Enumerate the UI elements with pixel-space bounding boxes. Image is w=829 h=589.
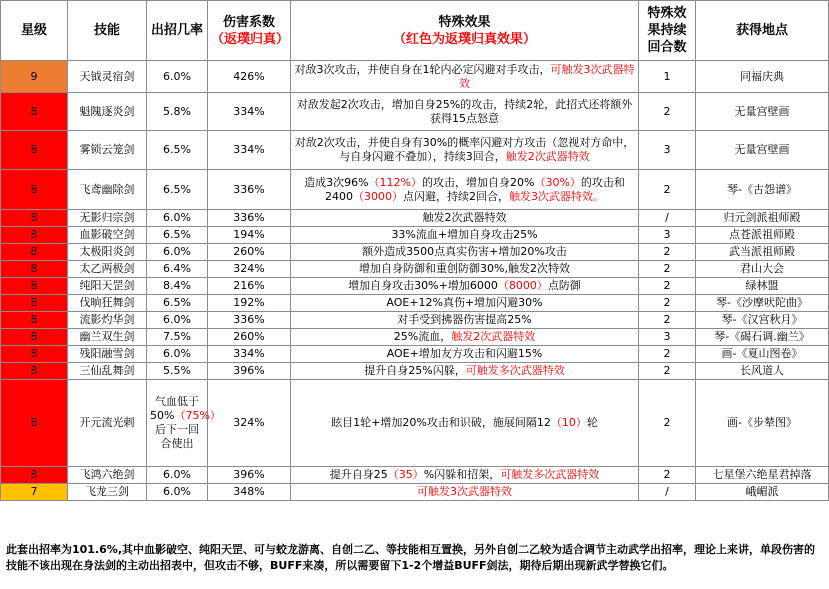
duration-cell: 3 (639, 227, 696, 244)
text-part: 对敌2次攻击，并使自身有30%的概率闪避对方攻击（忽视对方命中，与自身闪避不叠加），持续3回合， (294, 136, 635, 163)
rate-cell: 6.5% (147, 227, 208, 244)
skill-name-cell: 无影归宗剑 (68, 210, 147, 227)
rate-cell: 6.0% (147, 467, 208, 484)
header-star: 星级 (1, 1, 68, 61)
effect-cell (291, 346, 639, 363)
text-part: %闪躲和招架， (423, 468, 501, 481)
text-part: AOE+增加友方攻击和闪避15% (386, 347, 543, 360)
damage-cell: 216% (208, 278, 291, 295)
skill-name-cell: 纯阳天罡剑 (68, 278, 147, 295)
duration-cell: 3 (639, 329, 696, 346)
highlight-text: 触发3次武器特效。 (509, 189, 604, 203)
skill-name-cell: 伐晌狂舞剑 (68, 295, 147, 312)
skill-name-cell: 残阳融雪剑 (68, 346, 147, 363)
rate-cell: 6.0% (147, 484, 208, 501)
damage-cell: 334% (208, 346, 291, 363)
duration-cell: 3 (639, 131, 696, 170)
effect-cell (291, 467, 639, 484)
table-row (1, 131, 829, 170)
rate-cell: 6.0% (147, 210, 208, 227)
damage-cell: 194% (208, 227, 291, 244)
highlight-text: （8000） (497, 279, 548, 292)
effect-cell (291, 131, 639, 170)
text-part: 增加自身攻击30%+增加6000 (348, 279, 498, 292)
highlight-text: （75%） (174, 409, 221, 422)
text-part: 对手受到拂器伤害提高25% (397, 313, 532, 326)
effect-cell (291, 170, 639, 210)
table-row (1, 363, 829, 380)
rate-cell: 5.5% (147, 363, 208, 380)
text-part: 气血低于50% (150, 395, 199, 422)
text-part: 眩目1轮+增加20%攻击和识破，施展间隔12 (331, 416, 551, 429)
header-rate: 出招几率 (147, 1, 208, 61)
header-damage-main: 伤害系数 (222, 14, 275, 30)
skill-name-cell: 雾锁云笼剑 (68, 131, 147, 170)
text-part: 后下一回合使出 (155, 423, 199, 450)
table-row (1, 346, 829, 363)
effect-cell (291, 295, 639, 312)
highlight-text: （35） (387, 468, 424, 481)
source-cell: 归元剑派祖师殿 (696, 210, 829, 227)
star-level-cell: 7 (1, 484, 68, 501)
effect-cell (291, 329, 639, 346)
damage-cell: 334% (208, 131, 291, 170)
effect-cell (291, 380, 639, 467)
damage-cell: 396% (208, 363, 291, 380)
table-row (1, 278, 829, 295)
rate-cell: 6.0% (147, 346, 208, 363)
header-damage-sub: （返璞归真） (211, 31, 290, 47)
text-part: 的攻击和2400 (325, 175, 625, 203)
effect-cell (291, 244, 639, 261)
star-level-cell: 8 (1, 210, 68, 227)
text-part: 点闪避，持续2回合， (403, 189, 509, 203)
highlight-text: （10） (550, 416, 587, 429)
star-level-cell: 8 (1, 170, 68, 210)
table-row (1, 261, 829, 278)
text-part: 的攻击，增加自身20% (422, 175, 535, 189)
effect-cell (291, 312, 639, 329)
text-part: 提升自身25 (329, 468, 388, 481)
header-source: 获得地点 (696, 1, 829, 61)
footer-note: 此套出招率为101.6%,其中血影破空、纯阳天罡、可与蛟龙游离、自创二乙、等技能相互置换，另外自创二乙较为适合调节主动武学出招率，理论上来讲，单段伤害的技能不该出现在身法剑的主动出招表中，但攻击不够，BUFF来凑，所以需要留下1-2个增益BUFF剑法，期待后期出现新武学替换它们。 (6, 543, 815, 572)
text-part: AOE+12%真伤+增加闪避30% (386, 296, 543, 309)
rate-cell: 6.0% (147, 61, 208, 93)
star-level-cell: 8 (1, 346, 68, 363)
table-row (1, 170, 829, 210)
effect-cell (291, 261, 639, 278)
source-cell: 无量宫壁画 (696, 131, 829, 170)
source-cell: 峨嵋派 (696, 484, 829, 501)
duration-cell: 2 (639, 93, 696, 131)
source-cell: 琴-《沙摩吠陀曲》 (696, 295, 829, 312)
skill-name-cell: 飞鸢幽除剑 (68, 170, 147, 210)
damage-cell: 334% (208, 93, 291, 131)
source-cell: 同福庆典 (696, 61, 829, 93)
table-row (1, 210, 829, 227)
rate-cell (147, 380, 221, 467)
table-row (1, 227, 829, 244)
skill-name-cell: 飞龙三剑 (68, 484, 147, 501)
skill-name-cell: 天钺灵宿剑 (68, 61, 147, 93)
header-damage (208, 1, 291, 61)
effect-cell (291, 484, 639, 501)
table-row (1, 380, 829, 467)
rate-cell: 6.5% (147, 170, 208, 210)
header-effect-sub: （红色为返璞归真效果） (392, 31, 536, 47)
effect-cell (291, 93, 639, 131)
star-level-cell: 8 (1, 261, 68, 278)
text-part: 33%流血+增加自身攻击25% (391, 228, 538, 241)
rate-cell: 8.4% (147, 278, 208, 295)
source-cell: 君山大会 (696, 261, 829, 278)
duration-cell: / (639, 210, 696, 227)
duration-cell: 1 (639, 61, 696, 93)
text-part: 提升自身25%闪躲， (364, 364, 466, 377)
table-row (1, 295, 829, 312)
header-duration: 特殊效果持续回合数 (639, 1, 696, 61)
table-body (1, 61, 829, 501)
text-part: 额外造成3500点真实伤害+增加20%攻击 (362, 245, 567, 258)
highlight-text: （112%） (368, 175, 422, 189)
effect-cell (291, 278, 639, 295)
duration-cell: 2 (639, 278, 696, 295)
rate-cell: 6.5% (147, 295, 208, 312)
effect-cell (291, 363, 639, 380)
table-row (1, 312, 829, 329)
source-cell: 点苍派祖师殿 (696, 227, 829, 244)
rate-cell: 6.4% (147, 261, 208, 278)
duration-cell: 2 (639, 170, 696, 210)
text-part: 25%流血， (393, 330, 452, 343)
highlight-text: 可触发3次武器特效 (459, 62, 635, 90)
skill-name-cell: 魁隗逐炎剑 (68, 93, 147, 131)
source-cell: 无量宫壁画 (696, 93, 829, 131)
skill-name-cell: 幽兰双生剑 (68, 329, 147, 346)
damage-cell: 324% (208, 261, 291, 278)
source-cell: 琴-《汉宫秋月》 (696, 312, 829, 329)
duration-cell: 2 (639, 312, 696, 329)
header-effect (291, 1, 639, 61)
text-part: 造成3次96% (304, 175, 369, 189)
duration-cell: 2 (639, 261, 696, 278)
effect-cell (291, 210, 639, 227)
duration-cell: 2 (639, 380, 696, 467)
skill-name-cell: 太极阳炎剑 (68, 244, 147, 261)
star-level-cell: 9 (1, 61, 68, 93)
source-cell: 长风道人 (696, 363, 829, 380)
table-row (1, 467, 829, 484)
star-level-cell: 8 (1, 278, 68, 295)
damage-cell: 324% (208, 380, 291, 467)
damage-cell: 192% (208, 295, 291, 312)
source-cell: 画-《步辇图》 (696, 380, 829, 467)
text-part: 触发2次武器特效 (422, 211, 507, 224)
rate-cell: 6.0% (147, 312, 208, 329)
damage-cell: 260% (208, 244, 291, 261)
header-effect-main: 特殊效果 (438, 14, 491, 30)
skill-name-cell: 飞鸿六绝剑 (68, 467, 147, 484)
source-cell: 琴-《古怨谱》 (696, 170, 829, 210)
rate-cell: 6.0% (147, 244, 208, 261)
source-cell: 画-《夏山图卷》 (696, 346, 829, 363)
table-row (1, 61, 829, 93)
star-level-cell: 8 (1, 131, 68, 170)
highlight-text: 触发2次武器特效 (505, 150, 590, 163)
star-level-cell: 8 (1, 93, 68, 131)
star-level-cell: 8 (1, 295, 68, 312)
duration-cell: 2 (639, 346, 696, 363)
header-row (1, 1, 829, 61)
highlight-text: 可触发多次武器特效 (465, 364, 565, 377)
text-part: 对敌发起2次攻击，增加自身25%的攻击，持续2轮，此招式还将额外获得15点怒意 (296, 97, 633, 125)
duration-cell: 2 (639, 467, 696, 484)
rate-cell: 5.8% (147, 93, 208, 131)
star-level-cell: 8 (1, 467, 68, 484)
star-level-cell: 8 (1, 329, 68, 346)
text-part: 增加自身防御和重创防御30%,触发2次特效 (359, 262, 570, 275)
star-level-cell: 8 (1, 244, 68, 261)
duration-cell: 2 (639, 363, 696, 380)
duration-cell: 2 (639, 295, 696, 312)
rate-cell: 7.5% (147, 329, 208, 346)
text-part: 轮 (586, 416, 598, 429)
damage-cell: 336% (208, 170, 291, 210)
star-level-cell: 8 (1, 227, 68, 244)
damage-cell: 336% (208, 312, 291, 329)
damage-cell: 396% (208, 467, 291, 484)
damage-cell: 426% (208, 61, 291, 93)
source-cell: 武当派祖师殿 (696, 244, 829, 261)
star-level-cell: 8 (1, 363, 68, 380)
damage-cell: 348% (208, 484, 291, 501)
table-row (1, 244, 829, 261)
source-cell: 七星堡六绝星君掉落 (696, 467, 829, 484)
highlight-text: 可触发多次武器特效 (500, 468, 600, 481)
skill-name-cell: 三仙乱舞剑 (68, 363, 147, 380)
table-row (1, 93, 829, 131)
text-part: 点防御 (547, 279, 581, 292)
duration-cell: 2 (639, 244, 696, 261)
star-level-cell: 8 (1, 312, 68, 329)
highlight-text: （30%） (534, 175, 581, 189)
header-skill: 技能 (68, 1, 147, 61)
damage-cell: 336% (208, 210, 291, 227)
star-level-cell: 8 (1, 380, 68, 467)
highlight-text: 可触发3次武器特效 (417, 485, 512, 498)
rate-cell: 6.5% (147, 131, 208, 170)
text-part: 对敌3次攻击，并使自身在1轮内必定闪避对手攻击， (294, 62, 551, 76)
skill-name-cell: 血影破空剑 (68, 227, 147, 244)
highlight-text: 触发2次武器特效 (451, 330, 536, 343)
table-row (1, 329, 829, 346)
source-cell: 绿林盟 (696, 278, 829, 295)
duration-cell: / (639, 484, 696, 501)
skill-name-cell: 开元流光剌 (68, 380, 147, 467)
table-row (1, 484, 829, 501)
skill-name-cell: 流影灼华剑 (68, 312, 147, 329)
damage-cell: 260% (208, 329, 291, 346)
effect-cell (291, 227, 639, 244)
source-cell: 琴-《碣石调.幽兰》 (696, 329, 829, 346)
effect-cell (291, 61, 639, 93)
highlight-text: （3000） (353, 189, 403, 203)
skill-name-cell: 太乙两极剑 (68, 261, 147, 278)
